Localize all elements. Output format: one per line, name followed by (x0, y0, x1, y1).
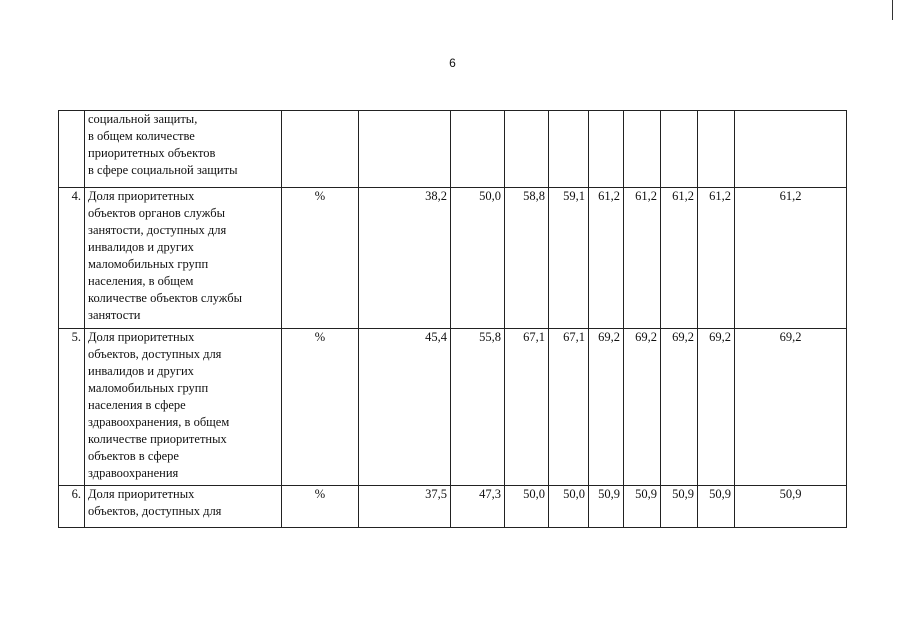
table-row (59, 486, 847, 528)
page-number: 6 (449, 56, 456, 70)
row-number: 4. (59, 188, 85, 329)
description-line: занятости (88, 308, 141, 322)
page-edge-mark (892, 0, 893, 20)
value-cell: 69,2 (589, 329, 624, 486)
value-cell: 69,2 (735, 329, 847, 486)
value-cell: 50,0 (505, 486, 549, 528)
table-row (59, 111, 847, 188)
row-number: 6. (59, 486, 85, 528)
value-cell: 59,1 (549, 188, 589, 329)
value-cell: 69,2 (661, 329, 698, 486)
description-line: приоритетных объектов (88, 146, 216, 160)
description-line: маломобильных групп (88, 257, 209, 271)
value-cell: 61,2 (589, 188, 624, 329)
value-cell (661, 111, 698, 188)
value-cell: 67,1 (505, 329, 549, 486)
value-cell: 58,8 (505, 188, 549, 329)
indicator-description (85, 188, 282, 329)
description-line: объектов органов службы (88, 206, 226, 220)
value-cell: 47,3 (451, 486, 505, 528)
description-line: объектов в сфере (88, 449, 179, 463)
description-line: в сфере социальной защиты (88, 163, 238, 177)
description-line: объектов, доступных для (88, 504, 222, 518)
value-cell: 69,2 (624, 329, 661, 486)
value-cell: 50,9 (624, 486, 661, 528)
description-line: в общем количестве (88, 129, 195, 143)
value-cell: 61,2 (698, 188, 735, 329)
description-line: населения, в общем (88, 274, 194, 288)
description-line: здравоохранения (88, 466, 179, 480)
value-cell: 38,2 (359, 188, 451, 329)
value-cell: 67,1 (549, 329, 589, 486)
value-cell (549, 111, 589, 188)
value-cell: 50,9 (661, 486, 698, 528)
value-cell (735, 111, 847, 188)
value-cell: 50,9 (589, 486, 624, 528)
value-cell (624, 111, 661, 188)
value-cell (359, 111, 451, 188)
table-row (59, 188, 847, 329)
indicator-description (85, 329, 282, 486)
unit-cell: % (282, 486, 359, 528)
value-cell: 37,5 (359, 486, 451, 528)
value-cell: 50,0 (549, 486, 589, 528)
table-row (59, 329, 847, 486)
unit-cell: % (282, 188, 359, 329)
unit-cell: % (282, 329, 359, 486)
value-cell: 50,9 (735, 486, 847, 528)
description-line: занятости, доступных для (88, 223, 227, 237)
indicator-description (85, 111, 282, 188)
value-cell (698, 111, 735, 188)
value-cell: 50,9 (698, 486, 735, 528)
description-line: Доля приоритетных (88, 487, 195, 501)
indicator-table (58, 110, 847, 528)
description-line: инвалидов и других (88, 364, 194, 378)
value-cell: 69,2 (698, 329, 735, 486)
row-number (59, 111, 85, 188)
description-line: населения в сфере (88, 398, 186, 412)
description-line: количестве объектов службы (88, 291, 243, 305)
description-line: количестве приоритетных (88, 432, 227, 446)
value-cell: 61,2 (624, 188, 661, 329)
row-number: 5. (59, 329, 85, 486)
value-cell (589, 111, 624, 188)
description-line: объектов, доступных для (88, 347, 222, 361)
value-cell (505, 111, 549, 188)
description-line: маломобильных групп (88, 381, 209, 395)
value-cell: 45,4 (359, 329, 451, 486)
value-cell: 61,2 (661, 188, 698, 329)
description-line: Доля приоритетных (88, 330, 195, 344)
indicator-description (85, 486, 282, 528)
unit-cell (282, 111, 359, 188)
value-cell: 50,0 (451, 188, 505, 329)
description-line: инвалидов и других (88, 240, 194, 254)
description-line: Доля приоритетных (88, 189, 195, 203)
description-line: социальной защиты, (88, 112, 198, 126)
value-cell: 55,8 (451, 329, 505, 486)
value-cell (451, 111, 505, 188)
value-cell: 61,2 (735, 188, 847, 329)
description-line: здравоохранения, в общем (88, 415, 230, 429)
